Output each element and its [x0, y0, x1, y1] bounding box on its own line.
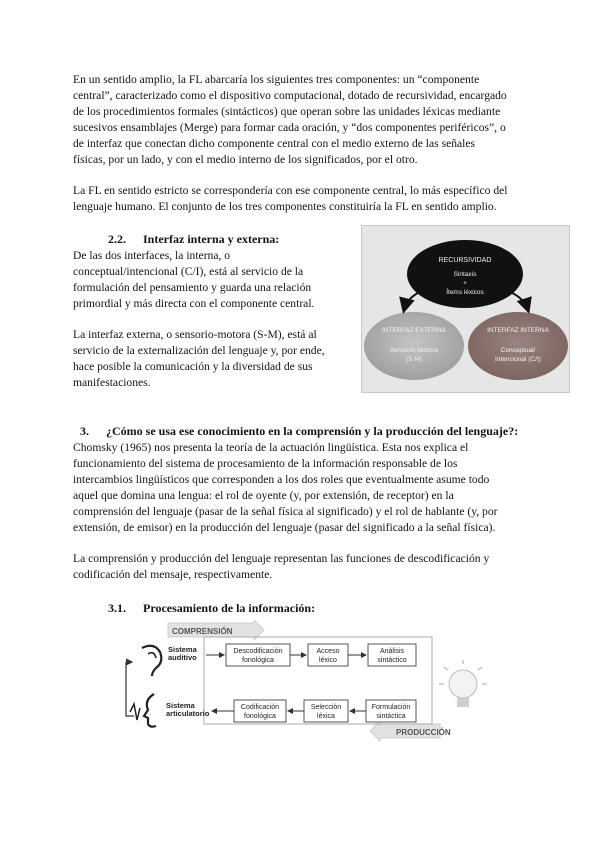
text-line: aquel que domina una lengua: el rol de oyente (y, por extensión, de receptor) en la	[73, 489, 454, 503]
sistema-auditivo-label: Sistema	[168, 645, 197, 654]
text-line: de los procedimientos formales (sintácticos) que operan sobre las unidades léxicas mediante	[73, 105, 501, 119]
section-title: Procesamiento de la información:	[143, 601, 316, 615]
text-line: de interfaz que conectan dicho componente central con el medio externo de las señales	[73, 137, 476, 151]
analisis-label: Análisis	[379, 648, 405, 655]
text-line: servicio de la externalización del lenguaje y, por ende,	[73, 344, 325, 358]
descodificacion-label: Descodificación	[233, 648, 283, 655]
sistema-articulatorio-label-2: articulatorio	[166, 709, 210, 718]
seleccion-label-2: léxica	[317, 713, 335, 720]
text-line: De las dos interfaces, la interna, o	[73, 249, 231, 262]
sistema-articulatorio-label: Sistema	[166, 701, 195, 710]
right-arrow	[510, 292, 528, 310]
text-line: extensión, de emisor) en la producción del lenguaje (pasar del significado a la señal física).	[73, 521, 496, 535]
text-line: físicas, por un lado, y con el medio interno de los significados, por el otro.	[73, 153, 418, 167]
recursion-title: RECURSIVIDAD	[438, 257, 492, 264]
text-line: La FL en sentido estricto se correspondería con ese componente central, lo más específico del	[73, 184, 508, 197]
section-title: ¿Cómo se usa ese conocimiento en la comprensión y la producción del lenguaje?:	[106, 424, 519, 438]
text-line: En un sentido amplio, la FL abarcaría los siguientes tres componentes: un “componente	[73, 73, 480, 86]
sistema-auditivo-label-2: auditivo	[168, 653, 197, 662]
recursion-line-2: +	[463, 280, 467, 287]
text-line: La comprensión y producción del lenguaje representan las funciones de descodificación y	[73, 552, 490, 565]
section-3-heading	[80, 424, 518, 439]
internal-line-1: Conceptual/	[500, 347, 536, 354]
seleccion-label: Selección	[310, 704, 342, 711]
external-title: INTERFAZ EXTERNA	[382, 327, 446, 334]
text-line: Chomsky (1965) nos presenta la teoría de la actuación lingüística. Esta nos explica el	[73, 441, 469, 454]
analisis-label-2: sintáctico	[377, 657, 407, 664]
text-line: manifestaciones.	[73, 376, 151, 390]
speaking-head-icon	[130, 694, 156, 727]
text-line: lenguaje humano. El conjunto de los tres componentes constituiría la FL en sentido amplio.	[73, 200, 497, 214]
text-line: codificación del mensaje, respectivamente.	[73, 568, 273, 582]
text-line: central”, caracterizado como el dispositivo computacional, dotado de recursividad, encargado	[73, 89, 507, 103]
intro-paragraph	[73, 72, 507, 169]
codificacion-label: Codificación	[240, 704, 280, 711]
text-line: primordial y más directa con el componente central.	[73, 297, 315, 311]
text-line: comprensión del lenguaje (pasar de la señal física al significado) y el rol de hablante (y, por	[73, 505, 498, 519]
chomsky-paragraph	[73, 440, 498, 537]
text-line: formulación del pensamiento y guarda una relación	[73, 281, 312, 295]
external-interface-ellipse	[364, 312, 464, 380]
text-line: funcionamiento del sistema de procesamiento de la información responsable de los	[73, 457, 458, 471]
formulacion-label: Formulación	[371, 704, 411, 711]
lightbulb-icon	[439, 660, 487, 707]
produccion-label: PRODUCCIÓN	[396, 728, 451, 737]
comprension-label: COMPRENSIÓN	[172, 627, 233, 636]
section-number: 3.1.	[108, 601, 126, 615]
external-interface-paragraph	[73, 327, 325, 391]
text-line: La interfaz externa, o sensorio-motora (S-M), está al	[73, 328, 317, 341]
text-line: hace posible la comunicación y la diversidad de sus	[73, 360, 313, 374]
text-line: sucesivos ensamblajes (Merge) para formar cada oración, y “dos componentes periféricos”, o	[73, 121, 506, 135]
descodificacion-label-2: fonológica	[242, 657, 274, 664]
recursion-line-3: Ítems léxicos	[446, 289, 484, 296]
internal-interface-paragraph	[73, 248, 314, 312]
external-line-2: (S-M)	[405, 356, 423, 363]
recursion-line-1: Sintaxis	[453, 271, 477, 278]
external-line-1: Sensorio-Motora	[389, 347, 439, 354]
text-line: conceptual/intencional (C/I), está al servicio de la	[73, 265, 304, 279]
formulacion-label-2: sintáctica	[376, 713, 406, 720]
internal-title: INTERFAZ INTERNA	[487, 327, 549, 334]
codificacion-label-2: fonológica	[244, 713, 276, 720]
internal-line-2: Intencional (C/I)	[495, 356, 541, 363]
section-number: 2.2.	[108, 232, 126, 246]
internal-interface-ellipse	[468, 312, 568, 380]
ear-icon	[142, 646, 161, 676]
interfaces-diagram	[361, 225, 570, 393]
functions-paragraph	[73, 551, 489, 583]
acceso-lexico-label-2: léxico	[319, 657, 337, 664]
section-title: Interfaz interna y externa:	[143, 232, 280, 246]
left-arrow	[404, 292, 420, 310]
section-number: 3.	[80, 424, 89, 438]
section-3-1-heading	[108, 601, 315, 616]
section-2-2-heading	[108, 232, 279, 247]
text-line: intercambios lingüísticos que corresponden a los dos roles que eventualmente asume todo	[73, 473, 490, 487]
acceso-lexico-label: Acceso	[316, 648, 340, 655]
strict-sense-paragraph	[73, 183, 508, 215]
processing-diagram	[118, 620, 490, 742]
